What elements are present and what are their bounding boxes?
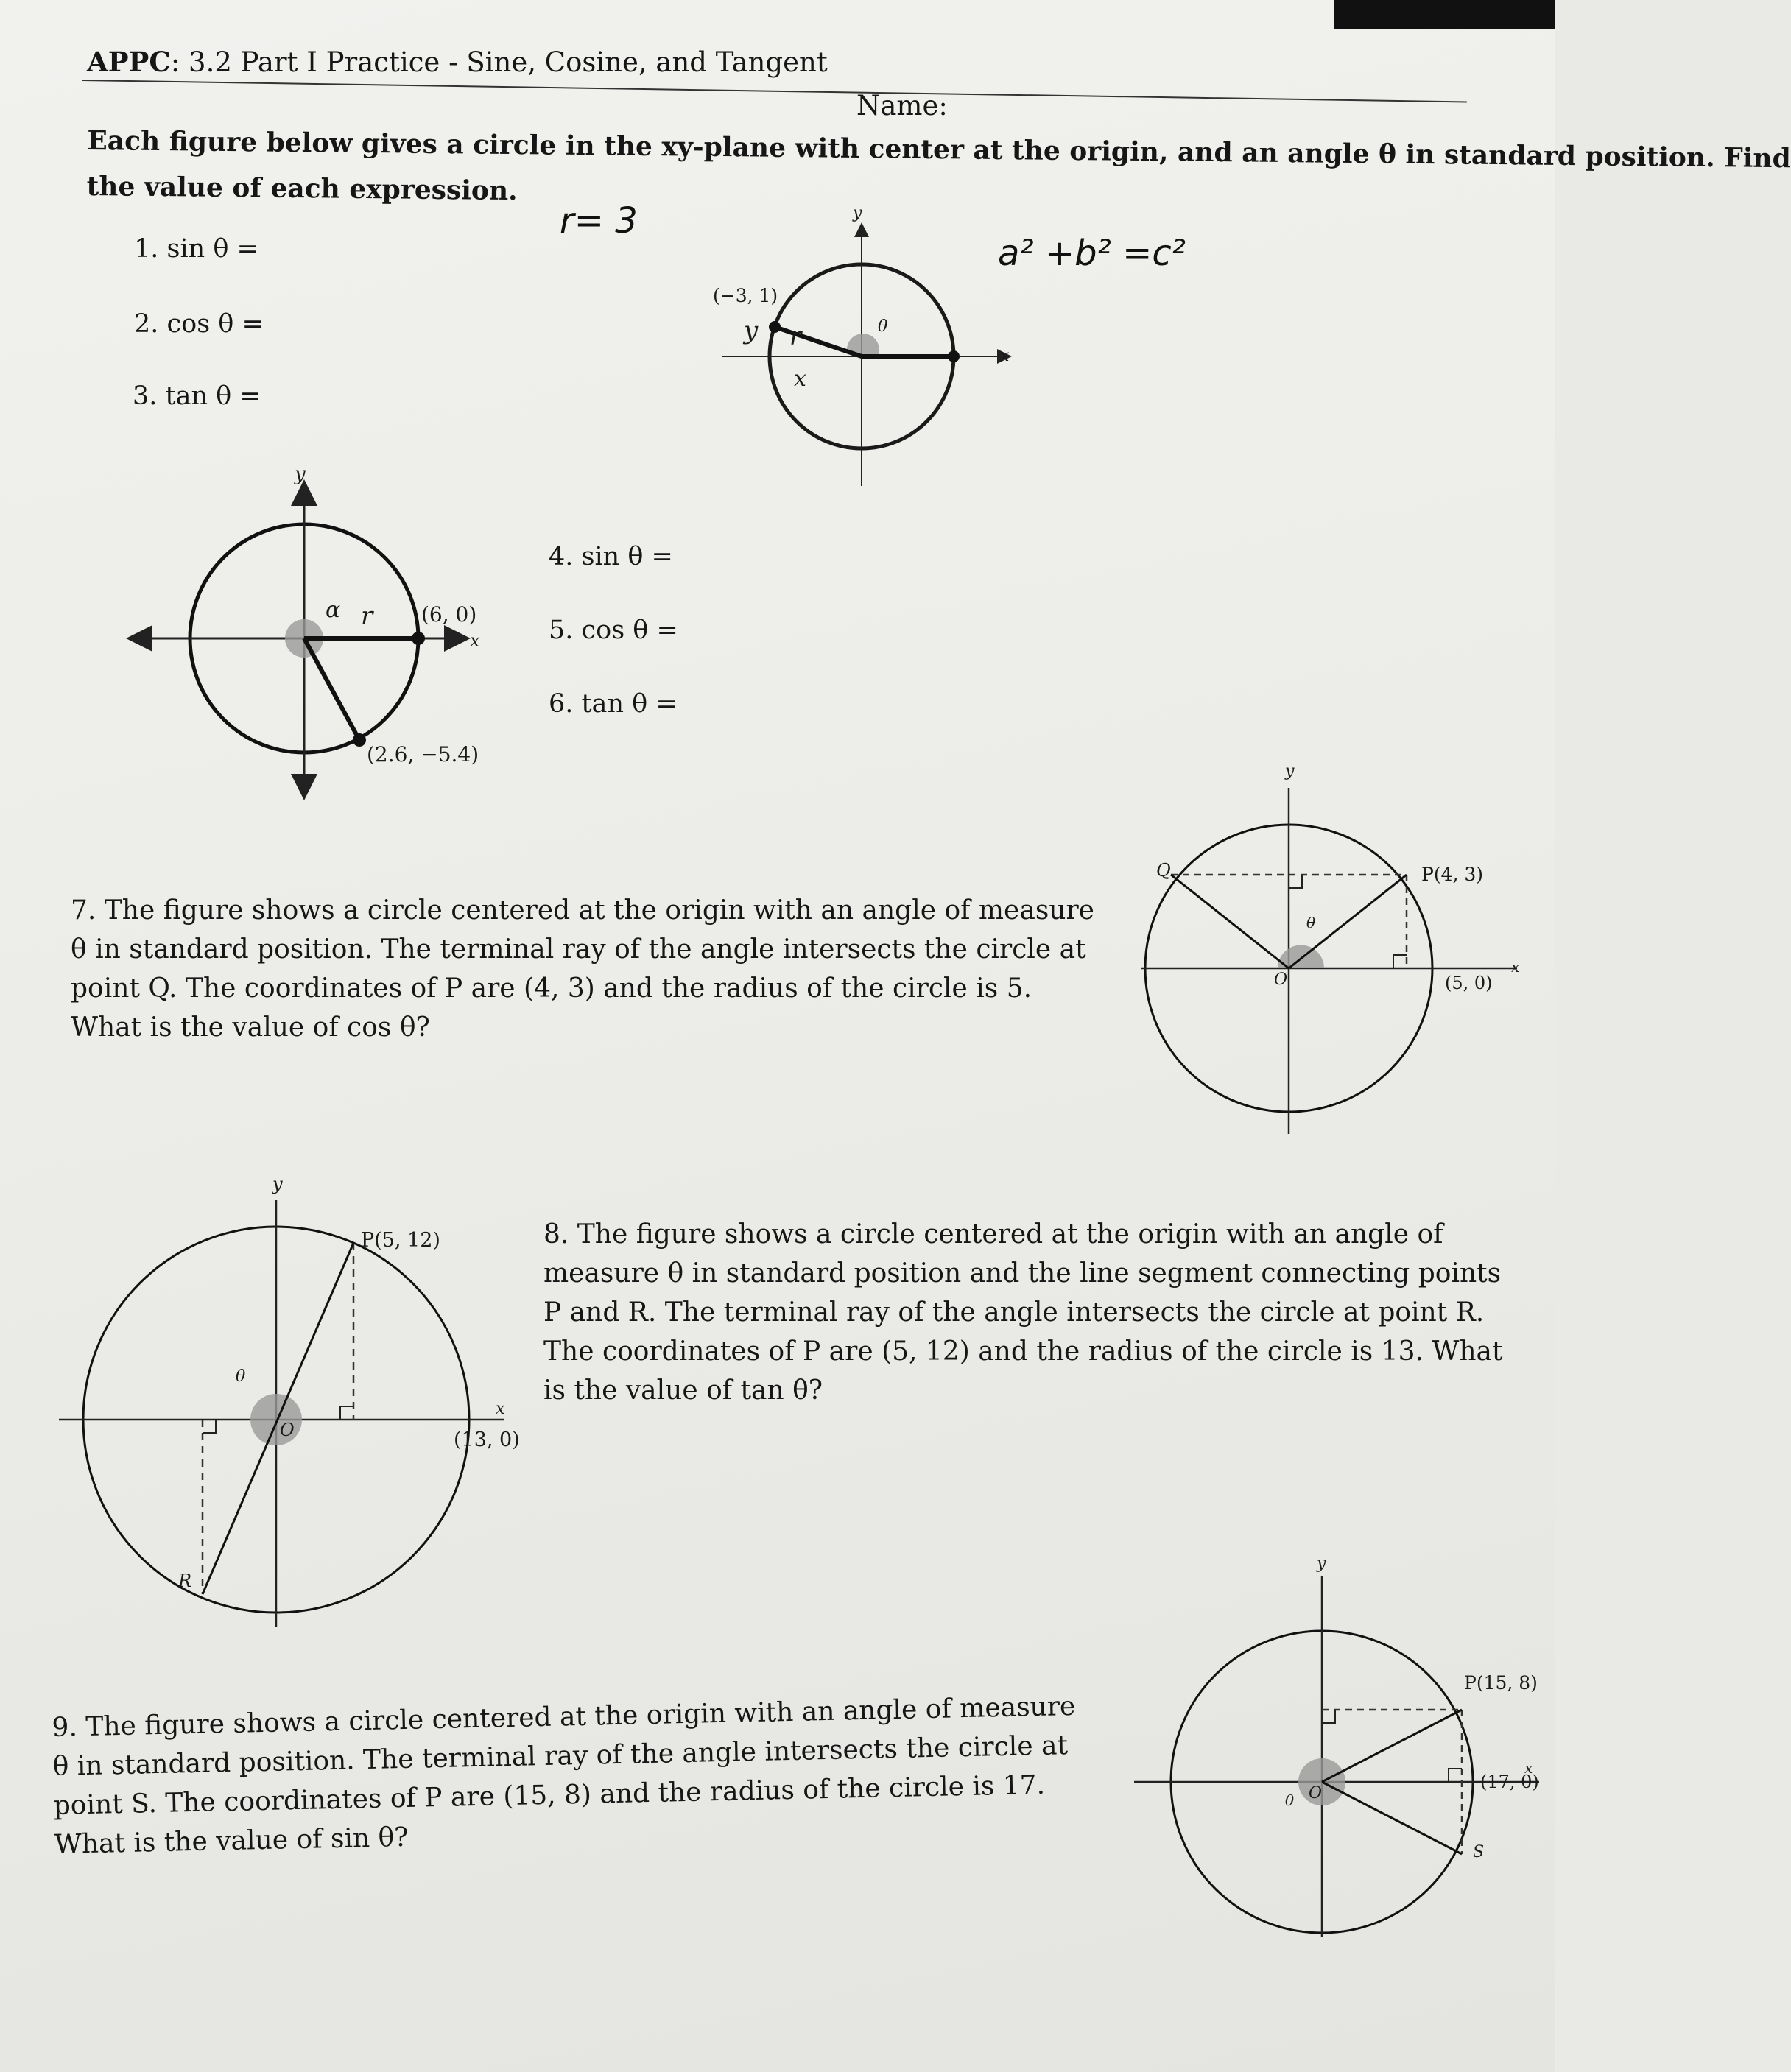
point-s-label: S xyxy=(1473,1843,1485,1861)
theta-label: θ xyxy=(1285,1791,1295,1809)
point-p-label: P(15, 8) xyxy=(1464,1672,1538,1694)
handwritten-r: r xyxy=(789,322,802,351)
question-1: 1. sin θ = xyxy=(134,234,258,264)
terminal-side xyxy=(304,638,359,740)
handwritten-y: y xyxy=(744,316,759,345)
instructions-line-2: the value of each expression. xyxy=(86,170,518,207)
handwritten-r: r xyxy=(361,602,373,631)
question-3: 3. tan θ = xyxy=(133,381,261,411)
point-6-0: (6, 0) xyxy=(421,602,477,627)
title-text: : 3.2 Part I Practice - Sine, Cosine, and Tangent xyxy=(170,46,828,78)
point-marker xyxy=(353,733,366,747)
y-axis-label: y xyxy=(1317,1554,1326,1573)
x-axis-label: x xyxy=(1000,347,1010,365)
point-2.6-minus-5.4: (2.6, −5.4) xyxy=(367,742,479,767)
origin-label: O xyxy=(280,1420,295,1440)
handwritten-pythagorean: a² +b² =c² xyxy=(998,233,1186,274)
y-axis-label: y xyxy=(272,1174,283,1194)
question-4: 4. sin θ = xyxy=(549,542,673,571)
ray-p xyxy=(1322,1710,1462,1782)
point-p-label: P(4, 3) xyxy=(1421,864,1484,885)
x-axis-label: x xyxy=(1511,958,1520,976)
origin-label: O xyxy=(1274,970,1288,989)
worksheet-title xyxy=(87,46,828,78)
right-angle-mark xyxy=(1393,955,1407,968)
right-angle-mark xyxy=(1289,875,1302,888)
point-r-label: R xyxy=(178,1571,192,1591)
table-edge-shadow xyxy=(1334,0,1555,29)
handwritten-alpha: α xyxy=(326,597,341,623)
handwritten-x: x xyxy=(794,366,806,392)
x-axis-label: x xyxy=(1524,1759,1533,1777)
point-17-0-label: (17, 0) xyxy=(1480,1772,1539,1792)
point-marker xyxy=(412,632,425,645)
instructions-line-1: Each figure below gives a circle in the xy-plane with center at the origin, and an angle θ in standard position. Find xyxy=(87,125,1791,175)
terminal-ray-s xyxy=(1322,1782,1462,1854)
right-angle-mark xyxy=(340,1406,353,1420)
question-6: 6. tan θ = xyxy=(549,689,678,719)
point-p-label: P(5, 12) xyxy=(361,1229,440,1252)
y-axis-label: y xyxy=(1285,762,1295,780)
terminal-side xyxy=(775,327,862,356)
course-code: APPC xyxy=(87,46,171,78)
right-angle-mark xyxy=(1449,1769,1462,1782)
segment-pr xyxy=(203,1243,353,1594)
right-angle-mark xyxy=(203,1420,216,1433)
handwritten-radius: r= 3 xyxy=(560,200,638,242)
figure-8 xyxy=(52,1163,538,1635)
y-axis-label: y xyxy=(853,204,862,222)
figure-2 xyxy=(118,464,516,803)
problem-7-text: 7. The figure shows a circle centered at the origin with an angle of measure θ in standard position. The terminal ray of the angle intersects the circle at point Q. The coordinates of P are (4, 3) and the radius of the circle is 5. What is the value of cos θ? xyxy=(71,895,1094,1043)
figure-1 xyxy=(707,206,1031,501)
right-angle-mark xyxy=(1322,1710,1335,1723)
theta-label: θ xyxy=(1306,914,1316,931)
y-axis-label: y xyxy=(295,463,306,485)
problem-9-text: 9. The figure shows a circle centered at the origin with an angle of measure θ in standard position. The terminal ray of the angle intersects the circle at point S. The coordinates of P are (15, 8) and the radius of the circle is 17. What is the value of sin θ? xyxy=(52,1691,1076,1860)
problem-8-text: 8. The figure shows a circle centered at the origin with an angle of measure θ in standard position and the line segment connecting points P and R. The terminal ray of the angle intersects the circle at point R. The coordinates of P are (5, 12) and the radius of the circle is 13. What is the value of tan θ? xyxy=(543,1219,1503,1406)
x-axis-label: x xyxy=(496,1400,505,1418)
name-label: Name: xyxy=(856,90,948,121)
point-marker xyxy=(769,321,781,333)
theta-label: θ xyxy=(878,317,888,336)
origin-label: O xyxy=(1309,1784,1323,1803)
figure-9 xyxy=(1127,1546,1547,1944)
point-q-label: Q xyxy=(1156,860,1171,881)
terminal-ray-q xyxy=(1171,875,1289,968)
point-5-0-label: (5, 0) xyxy=(1445,973,1493,993)
x-axis-label: x xyxy=(470,630,480,651)
point-label: (−3, 1) xyxy=(713,285,778,306)
header-rule xyxy=(82,80,1467,103)
theta-label: θ xyxy=(236,1367,246,1386)
figure-7 xyxy=(1134,758,1532,1141)
point-marker xyxy=(948,350,960,362)
question-5: 5. cos θ = xyxy=(549,616,678,645)
point-13-0-label: (13, 0) xyxy=(454,1428,520,1451)
question-2: 2. cos θ = xyxy=(134,309,264,339)
